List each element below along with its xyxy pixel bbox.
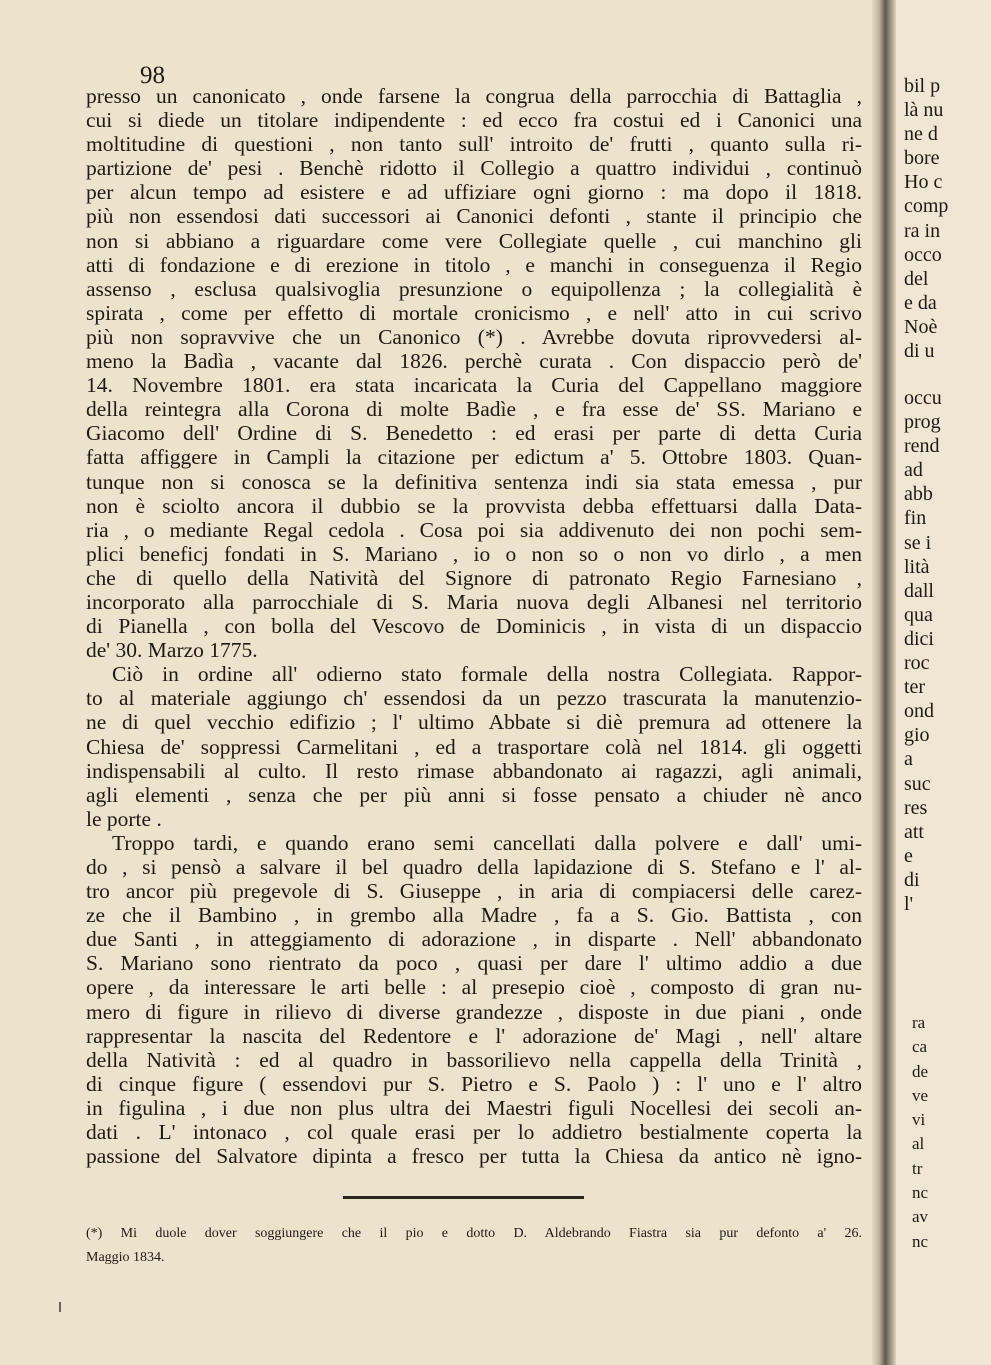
text-line: atti di fondazione e di erezione in titolo , e manchi in conseguenza il Regio bbox=[86, 252, 862, 277]
facing-page-line-fragment: qua bbox=[904, 603, 933, 626]
text-line: mero di figure in rilievo di diverse grandezze , disposte in due piani , onde bbox=[86, 999, 862, 1024]
text-line: partizione de' pesi . Benchè ridotto il Collegio a quattro individui , continuò bbox=[86, 156, 862, 181]
text-line: di Pianella , con bolla del Vescovo de Dominicis , in vista di un dispaccio bbox=[86, 614, 862, 639]
facing-page-line-fragment: ter bbox=[904, 676, 926, 699]
text-line: opere , da interessare le arti belle : al presepio cioè , composto di gran nu- bbox=[86, 975, 862, 1000]
facing-page-line-fragment: bil p bbox=[904, 75, 941, 97]
text-line: Chiesa de' soppressi Carmelitani , ed a trasportare colà nel 1814. gli oggetti bbox=[86, 734, 862, 759]
text-line: assenso , esclusa qualsivoglia presunzione o equipollenza ; la collegialità è bbox=[86, 276, 862, 301]
facing-page-line-fragment: e bbox=[904, 844, 913, 867]
text-line: S. Mariano sono rientrato da poco , quasi per dare l' ultimo addio a due bbox=[86, 951, 862, 976]
facing-page-line-fragment: av bbox=[912, 1207, 929, 1227]
text-line: in figulina , i due non plus ultra dei Maestri figuli Nocellesi dei secoli an- bbox=[86, 1095, 862, 1120]
text-line: to al materiale aggiungo ch' essendosi da un pezzo trascurata la manutenzio- bbox=[86, 686, 862, 711]
text-line: tunque non si conosca se la definitiva sentenza indi sia stata emessa , pur bbox=[86, 469, 862, 494]
facing-page-line-fragment: att bbox=[904, 820, 924, 843]
page-number: 98 bbox=[140, 62, 165, 89]
text-line: rappresentar la nascita del Redentore e l' adorazione de' Magi , nell' altare bbox=[86, 1023, 862, 1048]
facing-page-line-fragment: ad bbox=[904, 459, 923, 482]
facing-page-line-fragment: prog bbox=[904, 411, 941, 434]
facing-page-line-fragment: res bbox=[904, 796, 928, 819]
text-line: ze che il Bambino , in grembo alla Madre , fa a S. Gio. Battista , con bbox=[86, 903, 862, 928]
facing-page-line-fragment: ve bbox=[912, 1085, 929, 1105]
text-line: di cinque figure ( essendovi pur S. Pietro e S. Paolo ) : l' uno e l' altro bbox=[86, 1071, 862, 1096]
facing-page-line-fragment: suc bbox=[904, 772, 931, 795]
facing-page-line-fragment: l' bbox=[904, 892, 914, 915]
facing-page-line-fragment: de bbox=[912, 1061, 929, 1081]
text-line: Troppo tardi, e quando erano semi cancellati dalla polvere e dall' umi- bbox=[112, 830, 862, 855]
facing-page-line-fragment: vi bbox=[912, 1110, 926, 1130]
footnote-line: (*) Mi duole dover soggiungere che il pio e dotto D. Aldebrando Fiastra sia pur defonto a' 26. bbox=[86, 1226, 862, 1241]
text-line: della reintegra alla Corona di molte Badìe , e fra esse de' SS. Mariano e bbox=[86, 397, 862, 422]
facing-page-line-fragment: ca bbox=[912, 1037, 928, 1057]
facing-page-line-fragment: là nu bbox=[904, 99, 944, 122]
text-line: presso un canonicato , onde farsene la congrua della parrocchia di Battaglia , bbox=[86, 84, 862, 108]
text-line: più non essendosi dati successori ai Canonici defonti , stante il principio che bbox=[86, 204, 862, 229]
text-line: le porte . bbox=[86, 806, 162, 831]
text-line: meno la Badìa , vacante dal 1826. perchè curata . Con dispaccio però de' bbox=[86, 349, 862, 374]
text-line: agli elementi , senza che per più anni si fosse pensato a chiuder nè anco bbox=[86, 782, 862, 807]
text-line: de' 30. Marzo 1775. bbox=[86, 638, 258, 663]
footnote bbox=[86, 1222, 862, 1270]
text-line: Giacomo dell' Ordine di S. Benedetto : ed erasi per parte di detta Curia bbox=[86, 421, 862, 446]
text-line: per alcun tempo ad esistere e ad uffiziare ogni giorno : ma dopo il 1818. bbox=[86, 180, 862, 205]
facing-page-line-fragment: comp bbox=[904, 195, 949, 218]
text-line: fatta affiggere in Campli la citazione per edictum a' 5. Ottobre 1803. Quan- bbox=[86, 445, 862, 470]
facing-page-bottom-fragments bbox=[912, 1011, 928, 1254]
text-line: passione del Salvatore dipinta a fresco per tutta la Chiesa da antico nè igno- bbox=[86, 1144, 862, 1169]
facing-page-line-fragment: abb bbox=[904, 483, 933, 506]
facing-page-line-fragment: se i bbox=[904, 531, 932, 554]
text-line: Ciò in ordine all' odierno stato formale della nostra Collegiata. Rappor- bbox=[112, 662, 862, 687]
facing-page-top-fragments bbox=[904, 74, 948, 363]
text-line: plici beneficj fondati in S. Mariano , io o non so o non vo dirlo , a men bbox=[86, 541, 862, 566]
footnote-separator-rule bbox=[343, 1196, 584, 1199]
text-line: 14. Novembre 1801. era stata incaricata la Curia del Cappellano maggiore bbox=[86, 373, 862, 398]
text-line: incorporato alla parrocchiale di S. Maria nuova degli Albanesi nel territorio bbox=[86, 589, 862, 614]
facing-page-line-fragment: bore bbox=[904, 147, 940, 170]
ink-mark bbox=[59, 1302, 61, 1312]
facing-page-line-fragment: di u bbox=[904, 340, 935, 363]
footnote-line: Maggio 1834. bbox=[86, 1250, 165, 1265]
facing-page-line-fragment: ra in bbox=[904, 219, 941, 242]
facing-page-line-fragment: nc bbox=[912, 1183, 929, 1203]
facing-page-line-fragment: ra bbox=[912, 1013, 926, 1032]
facing-page-line-fragment: fin bbox=[904, 507, 927, 530]
text-line: cui si diede un titolare indipendente : ed ecco fra costui ed i Canonici una bbox=[86, 108, 862, 133]
book-gutter bbox=[872, 0, 896, 1365]
text-line: indispensabili al culto. Il resto rimase abbandonato ai ragazzi, agli animali, bbox=[86, 758, 862, 783]
text-line: ne di quel vecchio edifizio ; l' ultimo Abbate si diè premura ad ottenere la bbox=[86, 710, 862, 735]
facing-page-line-fragment: dici bbox=[904, 627, 934, 650]
body-text bbox=[86, 84, 862, 1168]
text-line: della Natività : ed al quadro in bassorilievo nella cappella della Trinità , bbox=[86, 1047, 862, 1072]
text-line: tro ancor più pregevole di S. Giuseppe , in aria di compiacersi delle carez- bbox=[86, 879, 862, 904]
text-line: moltitudine di questioni , non tanto sull' introito de' frutti , quanto sulla ri- bbox=[86, 132, 862, 157]
facing-page-line-fragment: lità bbox=[904, 555, 930, 578]
text-line: che di quello della Natività del Signore di patronato Regio Farnesiano , bbox=[86, 565, 862, 590]
text-line: più non sopravvive che un Canonico (*) . Avrebbe dovuta riprovvedersi al- bbox=[86, 324, 862, 349]
facing-page-line-fragment: occu bbox=[904, 387, 942, 409]
facing-page-line-fragment: Noè bbox=[904, 315, 938, 338]
facing-page-line-fragment: occo bbox=[904, 243, 942, 266]
text-line: non è sciolto ancora il dubbio se la provvista debba effettuarsi dalla Data- bbox=[86, 493, 862, 518]
facing-page-line-fragment: gio bbox=[904, 724, 930, 747]
facing-page-line-fragment: nc bbox=[912, 1231, 929, 1251]
text-line: due Santi , in atteggiamento di adorazione , in disparte . Nell' abbandonato bbox=[86, 927, 862, 952]
facing-page-middle-fragments bbox=[904, 386, 942, 916]
facing-page-line-fragment: al bbox=[912, 1134, 925, 1154]
facing-page-line-fragment: roc bbox=[904, 652, 930, 675]
facing-page-line-fragment: di bbox=[904, 868, 920, 891]
text-line: non si abbiano a riguardare come vere Collegiate quelle , cui manchino gli bbox=[86, 228, 862, 253]
text-line: dati . L' intonaco , col quale erasi per lo addietro bestialmente coperta la bbox=[86, 1120, 862, 1145]
facing-page-line-fragment: tr bbox=[912, 1158, 923, 1178]
facing-page-line-fragment: a bbox=[904, 748, 913, 771]
facing-page-fragment bbox=[896, 0, 991, 1365]
facing-page-line-fragment: rend bbox=[904, 435, 940, 458]
facing-page-line-fragment: dall bbox=[904, 579, 934, 602]
facing-page-line-fragment: ne d bbox=[904, 123, 938, 146]
facing-page-line-fragment: Ho c bbox=[904, 171, 943, 194]
facing-page-line-fragment: del bbox=[904, 267, 929, 290]
text-line: spirata , come per effetto di mortale cronicismo , e nell' atto in cui scrivo bbox=[86, 300, 862, 325]
text-line: ria , o mediante Regal cedola . Cosa poi sia addivenuto dei non pochi sem- bbox=[86, 517, 862, 542]
facing-page-line-fragment: e da bbox=[904, 291, 937, 314]
facing-page-line-fragment: ond bbox=[904, 700, 934, 723]
text-line: do , si pensò a salvare il bel quadro della lapidazione di S. Stefano e l' al- bbox=[86, 855, 862, 879]
